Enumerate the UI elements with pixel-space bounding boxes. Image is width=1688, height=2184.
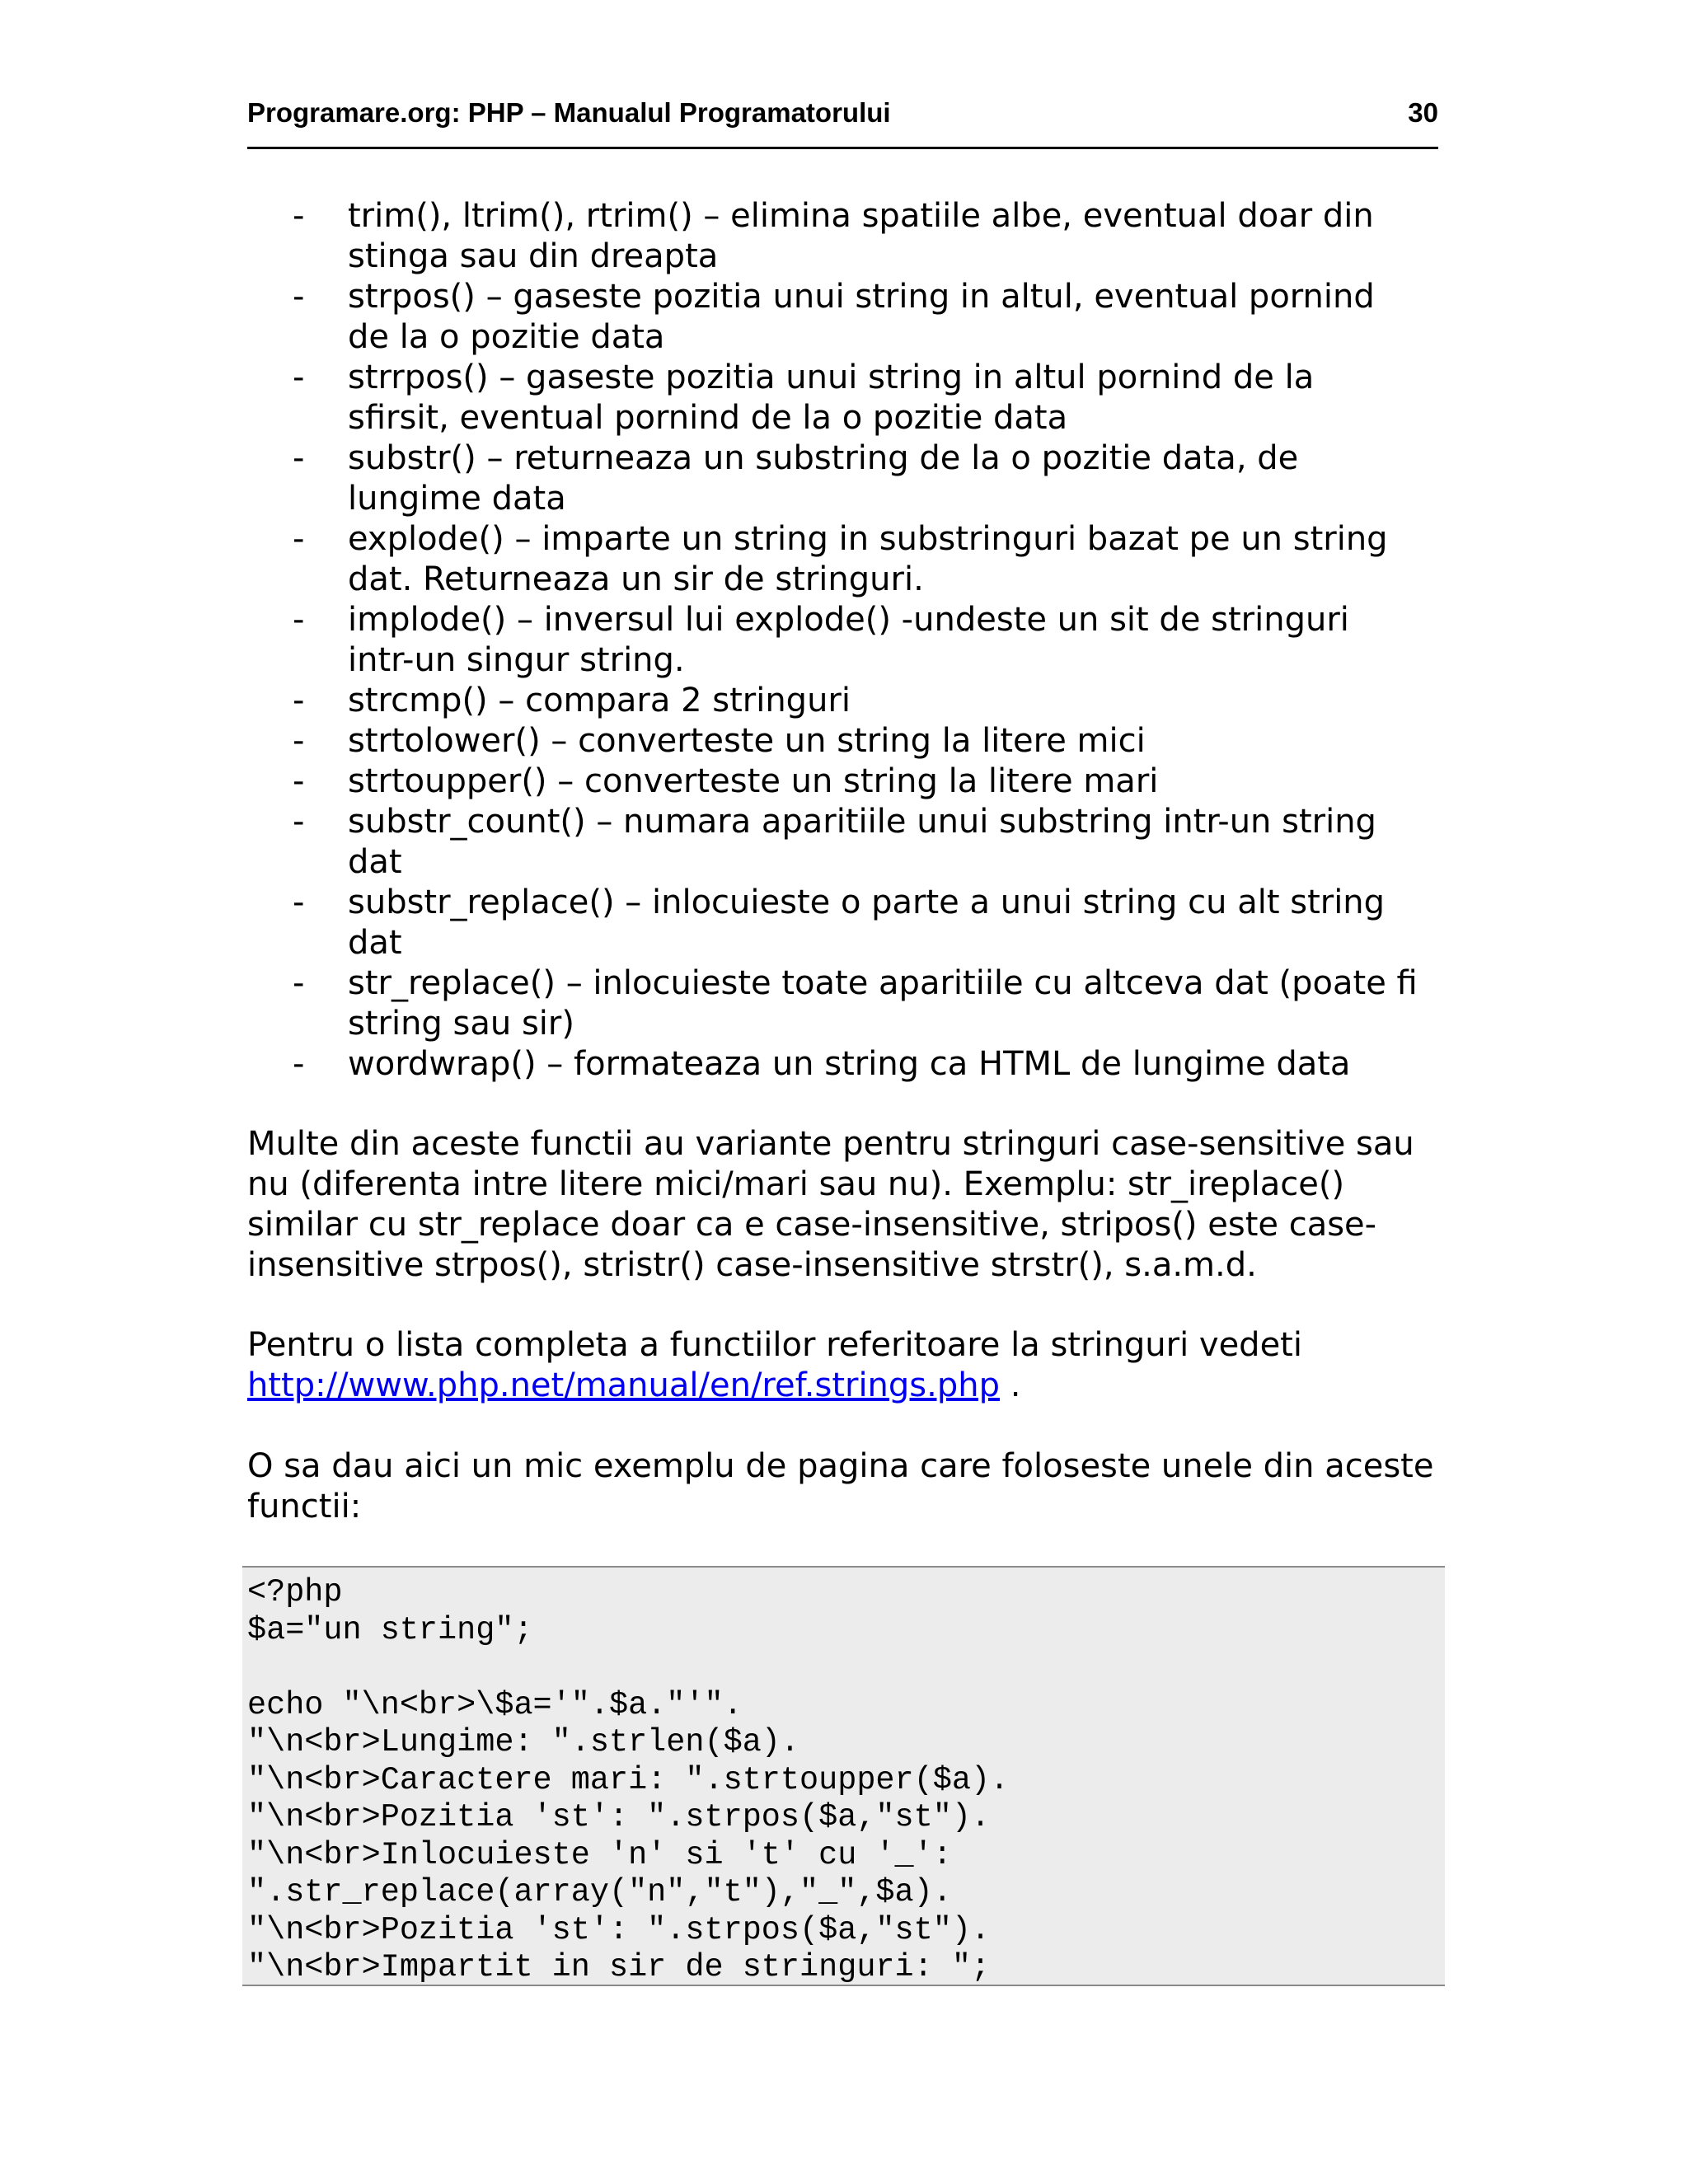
list-item-line: strcmp() – compara 2 stringuri — [348, 682, 851, 719]
list-item-line: str_replace() – inlocuieste toate aparitiile cu altceva dat (poate fi — [348, 964, 1418, 1002]
variants-paragraph — [247, 1124, 1451, 1286]
list-item — [293, 600, 1455, 681]
list-item-line: trim(), ltrim(), rtrim() – elimina spatiile albe, eventual doar din — [348, 197, 1374, 235]
list-item — [293, 721, 1455, 762]
list-item — [293, 681, 1455, 721]
list-item-line: implode() – inversul lui explode() -undeste un sit de stringuri — [348, 601, 1349, 639]
function-list — [293, 196, 1455, 1085]
code-text: <?php $a="un string"; echo "\n<br>\$a='".$a."'". "\n<br>Lungime: ".strlen($a). "\n<br>Caractere mari: ".strtoupper($a). "\n<br>Pozitia 'st': ".strpos($a,"st"). "\n<br>Inlocuieste 'n' si 't' cu '_': ".str_replace(array("n","t"),"_",$a). "\n<br>Pozitia 'st': ".strpos($a,"st"). "\n<br>Impartit in sir de stringuri: "; — [247, 1574, 1010, 1985]
list-item-line: dat — [348, 843, 402, 881]
list-item — [293, 802, 1455, 883]
list-item-line: string sau sir) — [348, 1005, 574, 1043]
list-item — [293, 762, 1455, 802]
list-item-line: lungime data — [348, 480, 566, 518]
paragraph-line: functii: — [247, 1488, 362, 1526]
list-dash: - — [293, 601, 305, 639]
code-block — [242, 1566, 1445, 1986]
list-item — [293, 1044, 1455, 1085]
list-dash: - — [293, 520, 305, 558]
paragraph-trailing-text: . — [1000, 1366, 1021, 1404]
list-dash: - — [293, 1045, 305, 1083]
list-item-line: substr_replace() – inlocuieste o parte a unui string cu alt string — [348, 883, 1386, 921]
list-dash: - — [293, 278, 305, 316]
list-item-line: de la o pozitie data — [348, 318, 665, 356]
list-item-line: dat — [348, 924, 402, 962]
list-item — [293, 519, 1455, 600]
list-item-line: dat. Returneaza un sir de stringuri. — [348, 560, 924, 598]
list-item-line: strpos() – gaseste pozitia unui string in altul, eventual pornind — [348, 278, 1375, 316]
list-item-line: substr_count() – numara aparitiile unui substring intr-un string — [348, 803, 1376, 841]
list-item-line: explode() – imparte un string in substringuri bazat pe un string — [348, 520, 1388, 558]
list-dash: - — [293, 722, 305, 760]
list-item-line: strrpos() – gaseste pozitia unui string in altul pornind de la — [348, 359, 1315, 396]
page-number: 30 — [1408, 97, 1438, 128]
example-intro-paragraph — [247, 1446, 1451, 1527]
list-dash: - — [293, 682, 305, 719]
paragraph-line: nu (diferenta intre litere mici/mari sau nu). Exemplu: str_ireplace() — [247, 1165, 1345, 1203]
list-item-line: intr-un singur string. — [348, 641, 685, 679]
header-title: Programare.org: PHP – Manualul Programatorului — [247, 97, 891, 128]
list-item-line: stinga sau din dreapta — [348, 237, 719, 275]
list-item-line: wordwrap() – formateaza un string ca HTML de lungime data — [348, 1045, 1351, 1083]
list-item — [293, 277, 1455, 358]
list-item — [293, 196, 1455, 277]
list-item-line: strtolower() – converteste un string la litere mici — [348, 722, 1146, 760]
list-item — [293, 883, 1455, 963]
list-dash: - — [293, 803, 305, 841]
paragraph-line: Multe din aceste functii au variante pentru stringuri case-sensitive sau — [247, 1125, 1414, 1163]
list-item — [293, 358, 1455, 438]
page-header — [247, 97, 1438, 149]
list-dash: - — [293, 883, 305, 921]
php-manual-link[interactable]: http://www.php.net/manual/en/ref.strings.php — [247, 1366, 1000, 1404]
list-item — [293, 963, 1455, 1044]
paragraph-line: insensitive strpos(), stristr() case-insensitive strstr(), s.a.m.d. — [247, 1246, 1257, 1284]
paragraph-line: O sa dau aici un mic exemplu de pagina care foloseste unele din aceste — [247, 1447, 1434, 1485]
list-dash: - — [293, 197, 305, 235]
list-dash: - — [293, 762, 305, 800]
list-item-line: sfirsit, eventual pornind de la o pozitie data — [348, 399, 1068, 437]
reference-paragraph — [247, 1325, 1451, 1406]
paragraph-line: similar cu str_replace doar ca e case-insensitive, stripos() este case- — [247, 1206, 1377, 1244]
list-item-line: substr() – returneaza un substring de la o pozitie data, de — [348, 439, 1299, 477]
list-dash: - — [293, 964, 305, 1002]
list-item — [293, 438, 1455, 519]
paragraph-line: Pentru o lista completa a functiilor referitoare la stringuri vedeti — [247, 1326, 1302, 1364]
list-item-line: strtoupper() – converteste un string la litere mari — [348, 762, 1159, 800]
list-dash: - — [293, 359, 305, 396]
list-dash: - — [293, 439, 305, 477]
